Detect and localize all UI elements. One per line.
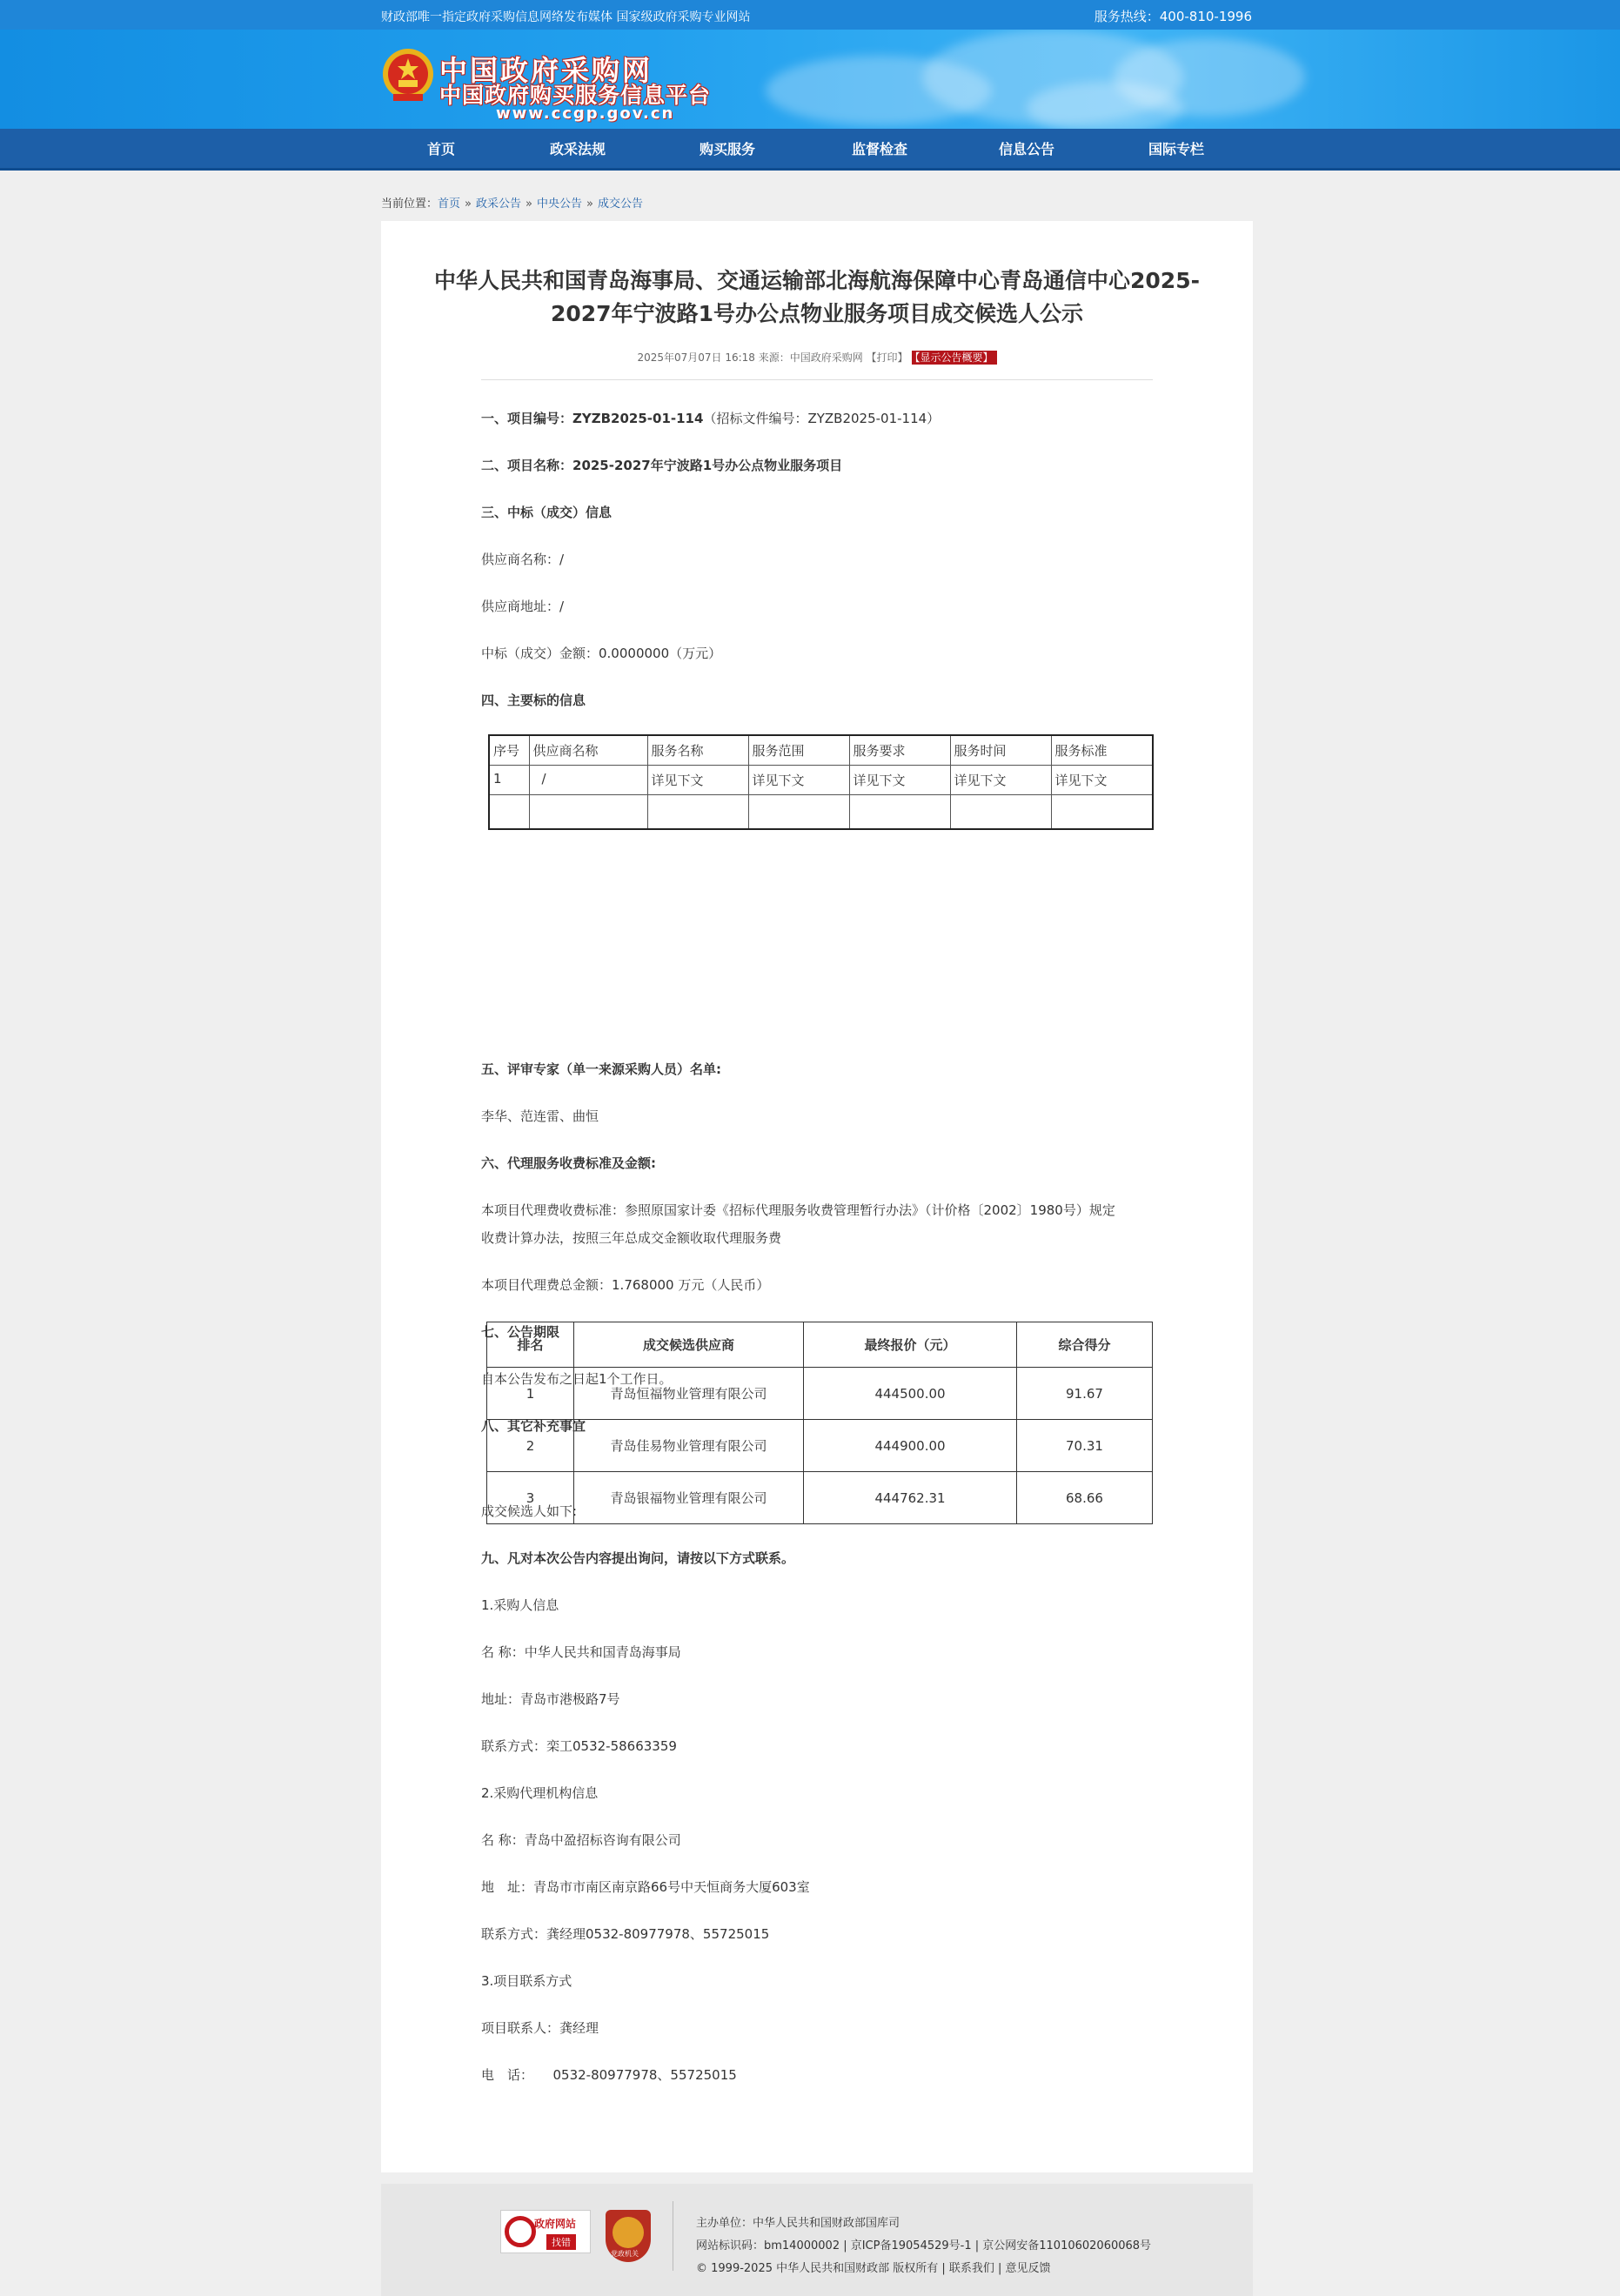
supplier-address: 供应商地址：/ — [481, 599, 565, 614]
article-meta: 2025年07月07日 16:18 来源：中国政府采购网 【打印】 【显示公告概要】 — [407, 350, 1227, 365]
section-notice-period: 七、公告期限 — [481, 1324, 560, 1340]
table-row — [489, 794, 1153, 829]
nav-international[interactable]: 国际专栏 — [1148, 141, 1204, 157]
national-emblem-icon — [381, 47, 435, 104]
project-contact-person: 项目联系人：龚经理 — [481, 2020, 599, 2036]
site-logo-name[interactable]: 中国政府采购网 — [439, 54, 653, 87]
nav-announcements[interactable]: 信息公告 — [998, 141, 1054, 157]
breadcrumb-home[interactable]: 首页 — [438, 197, 461, 211]
section-project-name: 二、项目名称：2025-2027年宁波路1号办公点物业服务项目 — [481, 458, 843, 473]
breadcrumb: 当前位置：首页 » 政采公告 » 中央公告 » 成交公告 — [381, 197, 643, 211]
site-logo-subtitle: 中国政府购买服务信息平台 — [439, 83, 712, 108]
service-hotline: 服务热线：400-810-1996 — [1094, 9, 1252, 24]
footer-copyright: © 1999-2025 中华人民共和国财政部 版权所有 | 联系我们 | 意见反馈 — [696, 2262, 1051, 2275]
table-row: 2 青岛佳易物业管理有限公司 444900.00 70.31 — [487, 1420, 1153, 1472]
breadcrumb-label: 当前位置： — [381, 197, 438, 211]
project-contact-heading: 3.项目联系方式 — [481, 1973, 572, 1989]
section-contact: 九、凡对本次公告内容提出询问，请按以下方式联系。 — [481, 1550, 795, 1566]
nav-home[interactable]: 首页 — [426, 141, 455, 157]
breadcrumb-deal[interactable]: 成交公告 — [597, 197, 643, 211]
table-header-row: 序号 供应商名称 服务名称 服务范围 服务要求 服务时间 服务标准 — [489, 735, 1153, 765]
article-title: 中华人民共和国青岛海事局、交通运输部北海航海保障中心青岛通信中心2025- 2027年宁波路1号办公点物业服务项目成交候选人公示 — [434, 268, 1200, 326]
nav-regulations[interactable]: 政采法规 — [549, 141, 606, 157]
table-header-row: 排名 成交候选供应商 最终报价（元） 综合得分 — [487, 1322, 1153, 1368]
nav-purchase-services[interactable]: 购买服务 — [699, 141, 755, 157]
nav-supervision[interactable]: 监督检查 — [851, 141, 907, 157]
section-award-info: 三、中标（成交）信息 — [481, 505, 613, 520]
fee-standard-line1: 本项目代理费收费标准：参照原国家计委《招标代理服务收费管理暂行办法》（计价格〔2002〕1980号）规定 — [481, 1202, 1115, 1218]
table-row: 3 青岛银福物业管理有限公司 444762.31 68.66 — [487, 1472, 1153, 1524]
footer-registration: 网站标识码：bm14000002 | 京ICP备19054529号-1 | 京公网安备11010602060068号 — [696, 2239, 1152, 2252]
section-experts: 五、评审专家（单一来源采购人员）名单: — [481, 1061, 722, 1077]
section-agency-fee: 六、代理服务收费标准及金额: — [481, 1155, 656, 1171]
show-summary-link[interactable]: 【显示公告概要】 — [912, 351, 997, 365]
project-contact-phone: 电 话： 0532-80977978、55725015 — [481, 2067, 737, 2083]
tender-doc-number: （招标文件编号：ZYZB2025-01-114） — [703, 411, 941, 426]
top-strip — [0, 0, 1620, 30]
agency-heading: 2.采购代理机构信息 — [481, 1785, 599, 1801]
purchaser-name: 名 称：中华人民共和国青岛海事局 — [481, 1644, 681, 1660]
award-amount: 中标（成交）金额：0.0000000（万元） — [481, 646, 722, 661]
article-card — [381, 221, 1253, 2172]
section-supplementary: 八、其它补充事宜 — [481, 1418, 586, 1434]
site-banner — [0, 30, 1620, 129]
purchaser-address: 地址：青岛市港极路7号 — [481, 1691, 620, 1707]
agency-name: 名 称：青岛中盈招标咨询有限公司 — [481, 1832, 681, 1848]
experts-list: 李华、范连雷、曲恒 — [481, 1108, 599, 1124]
candidates-table — [486, 1322, 1153, 1524]
divider — [481, 379, 1153, 380]
magnifier-icon — [505, 2216, 536, 2247]
notice-period: 自本公告发布之日起1个工作日。 — [481, 1371, 673, 1387]
site-slogan: 财政部唯一指定政府采购信息网络发布媒体 国家级政府采购专业网站 — [381, 10, 751, 24]
purchaser-contact: 联系方式：栾工0532-58663359 — [481, 1738, 677, 1754]
table-row: 1 / 详见下文 详见下文 详见下文 详见下文 详见下文 — [489, 765, 1153, 794]
candidates-intro: 成交候选人如下: — [481, 1503, 578, 1519]
section-subject-info: 四、主要标的信息 — [481, 693, 586, 708]
party-emblem-icon — [613, 2217, 644, 2248]
fee-standard-line2: 收费计算办法，按照三年总成交金额收取代理服务费 — [481, 1230, 782, 1246]
fee-total: 本项目代理费总金额：1.768000 万元（人民币） — [481, 1277, 770, 1293]
site-footer — [381, 2184, 1253, 2296]
table-row: 1 青岛恒福物业管理有限公司 444500.00 91.67 — [487, 1368, 1153, 1420]
main-nav — [0, 129, 1620, 171]
section-project-number: 一、项目编号：ZYZB2025-01-114 — [481, 411, 704, 426]
gov-site-error-report-badge[interactable]: 政府网站 找错 — [500, 2210, 591, 2253]
subject-table — [488, 734, 1154, 830]
breadcrumb-announcements[interactable]: 政采公告 — [476, 197, 522, 211]
site-logo-url: www.ccgp.gov.cn — [496, 104, 675, 123]
breadcrumb-central[interactable]: 中央公告 — [536, 197, 582, 211]
supplier-name: 供应商名称：/ — [481, 552, 565, 567]
party-gov-agency-badge[interactable]: 党政机关 — [606, 2210, 651, 2262]
purchaser-heading: 1.采购人信息 — [481, 1597, 559, 1613]
agency-contact: 联系方式：龚经理0532-80977978、55725015 — [481, 1926, 770, 1942]
footer-host: 主办单位：中华人民共和国财政部国库司 — [696, 2217, 900, 2230]
agency-address: 地 址：青岛市市南区南京路66号中天恒商务大厦603室 — [481, 1879, 810, 1895]
